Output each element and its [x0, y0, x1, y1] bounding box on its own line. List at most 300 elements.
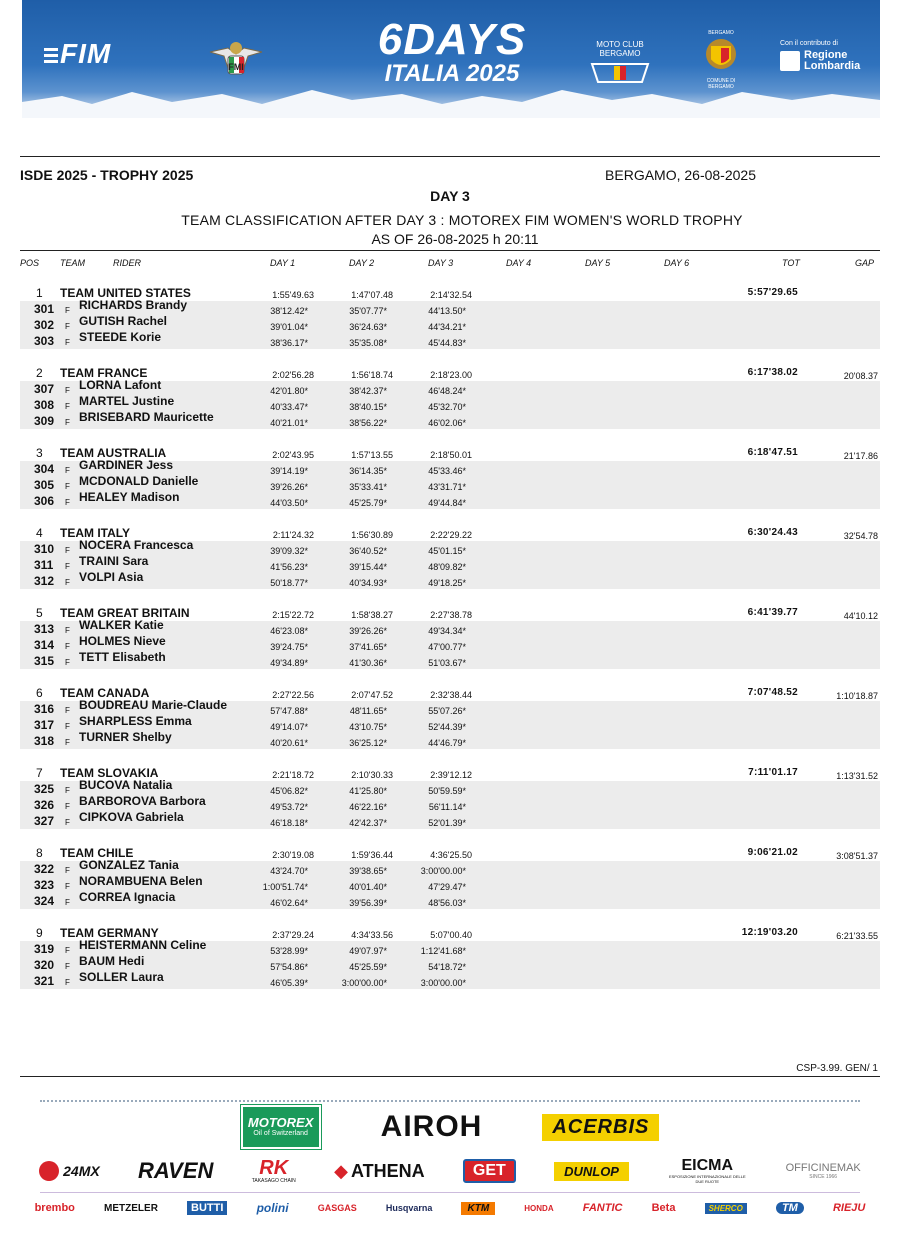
rider-day3-time: 46'02.06*: [428, 418, 466, 428]
moto-club-bergamo-logo: MOTO CLUB BERGAMO: [580, 40, 660, 86]
sponsor-row-3: [20, 1196, 880, 1220]
sponsor-eicma: EICMA ESPOSIZIONE INTERNAZIONALE DELLE DUE RUOTE: [668, 1157, 746, 1184]
sponsor-tm: TM: [776, 1202, 804, 1214]
rider-gender: F: [65, 498, 70, 507]
col-day6: DAY 6: [664, 258, 690, 268]
team-name: TEAM GREAT BRITAIN: [60, 606, 190, 620]
team-day3-time: 5:07'00.40: [430, 930, 472, 940]
rider-name: GONZALEZ Tania: [79, 858, 179, 872]
rider-row: [20, 570, 880, 589]
rider-day1-time: 39'26.26*: [270, 482, 308, 492]
rider-day3-time: 45'44.83*: [428, 338, 466, 348]
team-day3-time: 2:18'23.00: [430, 370, 472, 380]
rider-day3-time: 43'31.71*: [428, 482, 466, 492]
rider-number: 312: [34, 574, 55, 588]
rider-day1-time: 44'03.50*: [270, 498, 308, 508]
sponsor-airoh: AIROH: [380, 1110, 483, 1143]
rider-name: TURNER Shelby: [79, 730, 172, 744]
rider-number: 325: [34, 782, 55, 796]
sponsor-rieju: RIEJU: [832, 1202, 866, 1214]
rider-day2-time: 41'25.80*: [349, 786, 387, 796]
col-team: TEAM: [60, 258, 86, 268]
rider-day2-time: 40'34.93*: [349, 578, 387, 588]
team-gap: 1:13'31.52: [836, 771, 878, 781]
rider-day2-time: 38'42.37*: [349, 386, 387, 396]
sponsor-butti: BUTTI: [187, 1201, 227, 1215]
rider-gender: F: [65, 482, 70, 491]
sponsor-acerbis: ACERBIS: [542, 1114, 659, 1141]
rider-day2-time: 49'07.97*: [349, 946, 387, 956]
sponsor-rk: RK TAKASAGO CHAIN: [251, 1157, 296, 1184]
sponsor-dunlop: DUNLOP: [554, 1162, 629, 1181]
rider-name: GARDINER Jess: [79, 458, 174, 472]
rider-day3-time: 55'07.26*: [428, 706, 466, 716]
team-day2-time: 1:56'30.89: [351, 530, 393, 540]
rider-day1-time: 41'56.23*: [270, 562, 308, 572]
team-day2-time: 1:56'18.74: [351, 370, 393, 380]
rider-name: NORAMBUENA Belen: [79, 874, 203, 888]
sponsor-fantic: FANTIC: [582, 1202, 623, 1214]
rider-day2-time: 39'38.65*: [349, 866, 387, 876]
rider-gender: F: [65, 658, 70, 667]
col-rider: RIDER: [113, 258, 142, 268]
fim-logo: FIM: [44, 38, 111, 70]
rider-day1-time: 39'14.19*: [270, 466, 308, 476]
rider-day1-time: 38'36.17*: [270, 338, 308, 348]
rider-day3-time: 44'13.50*: [428, 306, 466, 316]
rider-name: TETT Elisabeth: [79, 650, 166, 664]
rider-day3-time: 54'18.72*: [428, 962, 466, 972]
team-gap: 44'10.12: [843, 611, 878, 621]
rider-day1-time: 38'12.42*: [270, 306, 308, 316]
sponsor-gasgas: GASGAS: [317, 1203, 357, 1213]
rider-row: [20, 890, 880, 909]
rider-number: 323: [34, 878, 55, 892]
rider-name: GUTISH Rachel: [79, 314, 168, 328]
rider-number: 304: [34, 462, 55, 476]
sponsor-honda: HONDA: [524, 1203, 554, 1213]
rider-day3-time: 49'34.34*: [428, 626, 466, 636]
team-day1-time: 2:27'22.56: [272, 690, 314, 700]
rider-name: BOUDREAU Marie-Claude: [79, 698, 228, 712]
rider-number: 310: [34, 542, 55, 556]
rider-row: [20, 650, 880, 669]
team-position: 2: [36, 366, 43, 380]
rider-row: [20, 490, 880, 509]
rider-gender: F: [65, 786, 70, 795]
team-day2-time: 1:58'38.27: [351, 610, 393, 620]
rider-day1-time: 49'34.89*: [270, 658, 308, 668]
rider-row: [20, 538, 880, 557]
rider-number: 314: [34, 638, 55, 652]
rider-gender: F: [65, 818, 70, 827]
sponsor-beta: Beta: [651, 1202, 676, 1214]
spacer-row: [20, 669, 880, 685]
rider-gender: F: [65, 962, 70, 971]
rider-day3-time: 48'09.82*: [428, 562, 466, 572]
team-day1-time: 2:11'24.32: [272, 530, 314, 540]
rider-name: HOLMES Nieve: [79, 634, 166, 648]
rider-day3-time: 47'29.47*: [428, 882, 466, 892]
rider-number: 315: [34, 654, 55, 668]
team-day2-time: 1:59'36.44: [351, 850, 393, 860]
rider-day1-time: 39'01.04*: [270, 322, 308, 332]
sponsor-brembo: brembo: [34, 1202, 75, 1214]
sponsor-sherco: SHERCO: [705, 1203, 747, 1214]
sponsor-get: GET: [463, 1159, 516, 1183]
rider-day1-time: 1:00'51.74*: [262, 882, 308, 892]
team-position: 6: [36, 686, 43, 700]
rider-number: 307: [34, 382, 55, 396]
footer-rule: [20, 1076, 880, 1077]
team-day2-time: 1:47'07.48: [351, 290, 393, 300]
rider-name: HEISTERMANN Celine: [79, 938, 207, 952]
team-gap: 20'08.37: [843, 371, 878, 381]
spacer-row: [20, 909, 880, 925]
rider-gender: F: [65, 978, 70, 987]
top-rule: [20, 156, 880, 157]
rider-day2-time: 41'30.36*: [349, 658, 387, 668]
rider-number: 322: [34, 862, 55, 876]
rider-day3-time: 47'00.77*: [428, 642, 466, 652]
team-name: TEAM UNITED STATES: [60, 286, 191, 300]
place-date: BERGAMO, 26-08-2025: [605, 167, 756, 183]
team-day1-time: 2:02'43.95: [272, 450, 314, 460]
rider-number: 316: [34, 702, 55, 716]
team-position: 5: [36, 606, 43, 620]
rider-number: 319: [34, 942, 55, 956]
team-name: TEAM SLOVAKIA: [60, 766, 159, 780]
rider-day2-time: 3:00'00.00*: [341, 978, 387, 988]
team-day3-time: 2:14'32.54: [430, 290, 472, 300]
spacer-row: [20, 429, 880, 445]
rider-day2-time: 38'56.22*: [349, 418, 387, 428]
team-day1-time: 2:21'18.72: [272, 770, 314, 780]
team-total-time: 12:19'03.20: [741, 927, 798, 938]
rider-gender: F: [65, 306, 70, 315]
rider-gender: F: [65, 802, 70, 811]
rider-row: [20, 410, 880, 429]
lombardia-rose-icon: [780, 51, 800, 71]
col-gap: GAP: [855, 258, 875, 268]
rider-day3-time: 46'48.24*: [428, 386, 466, 396]
rider-name: BARBOROVA Barbora: [79, 794, 206, 808]
rider-day3-time: 48'56.03*: [428, 898, 466, 908]
team-position: 1: [36, 286, 43, 300]
sponsor-raven: RAVEN: [138, 1158, 214, 1183]
rider-number: 308: [34, 398, 55, 412]
team-day2-time: 1:57'13.55: [351, 450, 393, 460]
rider-number: 321: [34, 974, 55, 988]
sponsor-divider: [40, 1100, 860, 1102]
spacer-row: [20, 749, 880, 765]
rider-name: CORREA Ignacia: [79, 890, 176, 904]
rider-day3-time: 44'34.21*: [428, 322, 466, 332]
svg-text:FMI: FMI: [228, 62, 244, 72]
rider-day2-time: 43'10.75*: [349, 722, 387, 732]
rider-number: 317: [34, 718, 55, 732]
rider-name: HEALEY Madison: [79, 490, 180, 504]
rider-gender: F: [65, 898, 70, 907]
header-rule: [20, 250, 880, 251]
rider-day2-time: 46'22.16*: [349, 802, 387, 812]
rider-gender: F: [65, 706, 70, 715]
rider-name: LORNA Lafont: [79, 378, 162, 392]
rider-name: RICHARDS Brandy: [79, 298, 188, 312]
team-day3-time: 2:27'38.78: [430, 610, 472, 620]
rider-name: MCDONALD Danielle: [79, 474, 199, 488]
team-day3-time: 2:39'12.12: [430, 770, 472, 780]
rider-name: TRAINI Sara: [79, 554, 149, 568]
rider-day1-time: 43'24.70*: [270, 866, 308, 876]
rider-row: [20, 330, 880, 349]
rider-name: BUCOVA Natalia: [79, 778, 173, 792]
team-gap: 3:08'51.37: [836, 851, 878, 861]
team-gap: 6:21'33.55: [836, 931, 878, 941]
fmi-logo: [208, 38, 264, 82]
rider-day2-time: 39'56.39*: [349, 898, 387, 908]
col-day2: DAY 2: [349, 258, 375, 268]
team-total-time: 7:07'48.52: [747, 687, 798, 698]
document-code: CSP-3.99. GEN/ 1: [796, 1063, 878, 1074]
rider-day1-time: 39'24.75*: [270, 642, 308, 652]
team-day2-time: 2:07'47.52: [351, 690, 393, 700]
rider-day2-time: 38'40.15*: [349, 402, 387, 412]
rider-day1-time: 49'14.07*: [270, 722, 308, 732]
rider-name: CIPKOVA Gabriela: [79, 810, 184, 824]
rider-day2-time: 48'11.65*: [349, 706, 387, 716]
team-position: 7: [36, 766, 43, 780]
team-total-time: 7:11'01.17: [748, 767, 798, 778]
rider-name: STEEDE Korie: [79, 330, 162, 344]
team-gap: 32'54.78: [843, 531, 878, 541]
rider-number: 324: [34, 894, 55, 908]
rider-name: BAUM Hedi: [79, 954, 145, 968]
classification-table: [20, 285, 880, 989]
rider-gender: F: [65, 322, 70, 331]
col-pos: POS: [20, 258, 40, 268]
rider-day3-time: 45'01.15*: [428, 546, 466, 556]
sponsor-polini: polini: [256, 1201, 289, 1215]
team-position: 9: [36, 926, 43, 940]
rider-gender: F: [65, 402, 70, 411]
rider-day3-time: 45'32.70*: [428, 402, 466, 412]
sponsor-ktm: KTM: [461, 1202, 495, 1215]
as-of-timestamp: AS OF 26-08-2025 h 20:11: [371, 231, 539, 247]
team-total-time: 9:06'21.02: [747, 847, 798, 858]
col-day3: DAY 3: [428, 258, 454, 268]
rider-day3-time: 3:00'00.00*: [420, 866, 466, 876]
team-name: TEAM AUSTRALIA: [60, 446, 167, 460]
rider-number: 306: [34, 494, 55, 508]
rider-gender: F: [65, 866, 70, 875]
rider-number: 320: [34, 958, 55, 972]
team-day3-time: 2:18'50.01: [430, 450, 472, 460]
rider-gender: F: [65, 418, 70, 427]
team-position: 3: [36, 446, 43, 460]
team-position: 4: [36, 526, 43, 540]
regione-lombardia-logo: Con il contributo di Regione Lombardia: [780, 40, 861, 72]
team-name: TEAM GERMANY: [60, 926, 159, 940]
header-banner: [22, 0, 880, 118]
athena-icon: ◆: [334, 1160, 348, 1181]
rider-day1-time: 46'18.18*: [270, 818, 308, 828]
team-day3-time: 2:32'38.44: [430, 690, 472, 700]
spacer-row: [20, 589, 880, 605]
rider-day2-time: 40'01.40*: [349, 882, 387, 892]
spacer-row: [20, 509, 880, 525]
sponsor-athena: ◆ ATHENA: [334, 1160, 425, 1181]
rider-day2-time: 36'40.52*: [349, 546, 387, 556]
col-tot: TOT: [782, 258, 800, 268]
team-gap: 21'17.86: [843, 451, 878, 461]
rider-gender: F: [65, 642, 70, 651]
team-total-time: 6:30'24.43: [747, 527, 798, 538]
sponsor-husqvarna: Husqvarna: [385, 1203, 433, 1213]
spacer-row: [20, 829, 880, 845]
rider-number: 305: [34, 478, 55, 492]
rider-day3-time: 44'46.79*: [428, 738, 466, 748]
rider-row: [20, 938, 880, 957]
team-day1-time: 2:30'19.08: [272, 850, 314, 860]
rider-gender: F: [65, 386, 70, 395]
sponsor-motorex: MOTOREX Oil of Switzerland: [241, 1105, 321, 1149]
comune-bergamo-logo: BERGAMO COMUNE DI BERGAMO: [706, 30, 736, 90]
rider-gender: F: [65, 578, 70, 587]
rider-day2-time: 39'15.44*: [349, 562, 387, 572]
col-day5: DAY 5: [585, 258, 611, 268]
rider-day3-time: 49'18.25*: [428, 578, 466, 588]
team-day2-time: 2:10'30.33: [351, 770, 393, 780]
team-day1-time: 2:02'56.28: [272, 370, 314, 380]
rider-gender: F: [65, 546, 70, 555]
rider-day2-time: 36'25.12*: [349, 738, 387, 748]
rider-day2-time: 39'26.26*: [349, 626, 387, 636]
rider-day3-time: 51'03.67*: [428, 658, 466, 668]
rider-row: [20, 970, 880, 989]
rider-number: 303: [34, 334, 55, 348]
rider-day2-time: 36'14.35*: [349, 466, 387, 476]
rider-number: 311: [34, 558, 54, 572]
six-days-logo: 6DAYS ITALIA 2025: [377, 15, 527, 87]
rider-day3-time: 52'44.39*: [428, 722, 466, 732]
rider-name: MARTEL Justine: [79, 394, 175, 408]
rider-number: 326: [34, 798, 55, 812]
rider-number: 327: [34, 814, 55, 828]
rider-row: [20, 554, 880, 573]
rider-day1-time: 40'33.47*: [270, 402, 308, 412]
rider-day1-time: 45'06.82*: [270, 786, 308, 796]
rider-day1-time: 50'18.77*: [270, 578, 308, 588]
rider-day1-time: 39'09.32*: [270, 546, 308, 556]
rider-day1-time: 57'54.86*: [270, 962, 308, 972]
team-gap: 1:10'18.87: [836, 691, 878, 701]
team-day3-time: 4:36'25.50: [430, 850, 472, 860]
rider-day2-time: 42'42.37*: [349, 818, 387, 828]
rider-day3-time: 50'59.59*: [428, 786, 466, 796]
rider-day3-time: 1:12'41.68*: [420, 946, 466, 956]
sponsor-row-main: [20, 1104, 880, 1150]
rider-name: NOCERA Francesca: [79, 538, 194, 552]
rider-day3-time: 45'33.46*: [428, 466, 466, 476]
day-heading: DAY 3: [430, 188, 470, 204]
rider-gender: F: [65, 338, 70, 347]
team-total-time: 6:18'47.51: [747, 447, 798, 458]
rider-day1-time: 53'28.99*: [270, 946, 308, 956]
rider-day3-time: 52'01.39*: [428, 818, 466, 828]
rider-gender: F: [65, 738, 70, 747]
sponsor-metzeler: METZELER: [104, 1202, 158, 1214]
rider-row: [20, 730, 880, 749]
rider-day1-time: 49'53.72*: [270, 802, 308, 812]
rider-number: 302: [34, 318, 55, 332]
rider-number: 313: [34, 622, 55, 636]
rider-number: 301: [34, 302, 55, 316]
rider-day1-time: 40'20.61*: [270, 738, 308, 748]
event-title: ISDE 2025 - TROPHY 2025: [20, 167, 194, 183]
rider-day2-time: 35'35.08*: [349, 338, 387, 348]
team-name: TEAM CANADA: [60, 686, 150, 700]
rider-day3-time: 49'44.84*: [428, 498, 466, 508]
rider-name: VOLPI Asia: [79, 570, 144, 584]
rider-gender: F: [65, 946, 70, 955]
rider-day3-time: 56'11.14*: [428, 802, 466, 812]
team-day3-time: 2:22'29.22: [430, 530, 472, 540]
sponsor-divider-2: [40, 1192, 860, 1193]
col-day1: DAY 1: [270, 258, 296, 268]
rider-day1-time: 42'01.80*: [270, 386, 308, 396]
rider-gender: F: [65, 722, 70, 731]
rider-day2-time: 35'07.77*: [349, 306, 387, 316]
sponsor-officinemak: OFFICINEMAK SINCE 1966: [785, 1162, 861, 1180]
team-name: TEAM CHILE: [60, 846, 134, 860]
sponsor-row-2: [20, 1156, 880, 1186]
team-day2-time: 4:34'33.56: [351, 930, 393, 940]
rider-day3-time: 3:00'00.00*: [420, 978, 466, 988]
sponsor-24mx: 24MX: [39, 1161, 100, 1181]
snow-decoration: [22, 78, 880, 118]
spacer-row: [20, 349, 880, 365]
rider-day1-time: 46'02.64*: [270, 898, 308, 908]
rider-day1-time: 46'05.39*: [270, 978, 308, 988]
rider-name: BRISEBARD Mauricette: [79, 410, 214, 424]
rider-number: 309: [34, 414, 55, 428]
rider-name: WALKER Katie: [79, 618, 164, 632]
classification-title: TEAM CLASSIFICATION AFTER DAY 3 : MOTOREX FIM WOMEN'S WORLD TROPHY: [181, 212, 743, 228]
team-day1-time: 1:55'49.63: [272, 290, 314, 300]
team-day1-time: 2:37'29.24: [272, 930, 314, 940]
rider-name: SHARPLESS Emma: [79, 714, 192, 728]
team-total-time: 6:41'39.77: [747, 607, 798, 618]
rider-day2-time: 36'24.63*: [349, 322, 387, 332]
team-total-time: 5:57'29.65: [747, 287, 798, 298]
rider-day1-time: 46'23.08*: [270, 626, 308, 636]
rider-day2-time: 45'25.79*: [349, 498, 387, 508]
col-day4: DAY 4: [506, 258, 532, 268]
rider-number: 318: [34, 734, 55, 748]
rider-day1-time: 40'21.01*: [270, 418, 308, 428]
team-day1-time: 2:15'22.72: [272, 610, 314, 620]
team-name: TEAM ITALY: [60, 526, 131, 540]
rider-gender: F: [65, 626, 70, 635]
rider-row: [20, 810, 880, 829]
team-name: TEAM FRANCE: [60, 366, 148, 380]
rider-day2-time: 35'33.41*: [349, 482, 387, 492]
rider-gender: F: [65, 562, 70, 571]
rider-name: SOLLER Laura: [79, 970, 164, 984]
team-total-time: 6:17'38.02: [747, 367, 798, 378]
rider-day2-time: 45'25.59*: [349, 962, 387, 972]
